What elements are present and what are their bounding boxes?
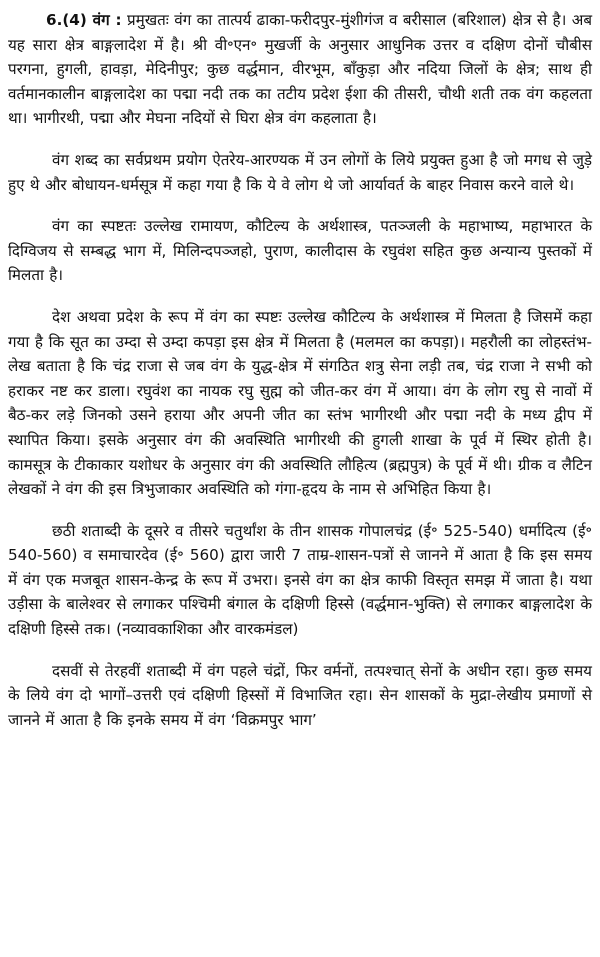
section-title: वंग : <box>92 11 122 29</box>
paragraph-2: वंग शब्द का सर्वप्रथम प्रयोग ऐतरेय-आरण्यक में उन लोगों के लिये प्रयुक्त हुआ है जो मगध से जुड़े हुए थे और बोधायन-धर्मसूत्र में कहा गया है कि ये वे लोग थे जो आर्यावर्त के बाहर निवास करने वाले थे। <box>8 150 592 194</box>
section-heading <box>46 11 122 29</box>
paragraph-1 <box>8 8 592 131</box>
paragraph-3: वंग का स्पष्टतः उल्लेख रामायण, कौटिल्य के अर्थशास्त्र, पतञ्जली के महाभाष्य, महाभारत के दिग्विजय से सम्बद्ध भाग में, मिलिन्दपञ्जहो, पुराण, कालीदास के रघुवंश सहित कुछ अन्यान्य पुस्तकों में मिलता है। <box>8 217 592 285</box>
paragraph-1-text: प्रमुखतः वंग का तात्पर्य ढाका-फरीदपुर-मुंशीगंज व बरीसाल (बरिशाल) क्षेत्र से है। अब यह सारा क्षेत्र बाङ्गलादेश में है। श्री वी॰एन॰ मुखर्जी के अनुसार आधुनिक उत्तर व दक्षिण दोनों चौबीस परगना, हुगली, हावड़ा, मेदिनीपुर; कुछ वर्द्धमान, वीरभूम, बाँकुड़ा और नदिया जिलों के क्षेत्र; साथ ही वर्तमानकालीन बाङ्गलादेश का पद्मा नदी तक का तटीय प्रदेश ईशा की तीसरी, चौथी शती तक वंग कहलता था। भागीरथी, पद्मा और मेघना नदियों से घिरा क्षेत्र वंग कहलाता है। <box>8 11 593 128</box>
paragraph-6: दसवीं से तेरहवीं शताब्दी में वंग पहले चंद्रों, फिर वर्मनों, तत्पश्चात् सेनों के अधीन रहा। कुछ समय के लिये वंग दो भागों–उत्तरी एवं दक्षिणी हिस्सों में विभाजित रहा। सेन शासकों के मुद्रा-लेखीय प्रमाणों से जानने में आता है कि इनके समय में वंग ‘विक्रमपुर भाग’ <box>8 661 592 729</box>
section-number: 6.(4) <box>46 11 87 29</box>
paragraph-5: छठी शताब्दी के दूसरे व तीसरे चतुर्थांश के तीन शासक गोपालचंद्र (ई॰ 525-540) धर्मादित्य (ई॰ 540-560) व समाचारदेव (ई॰ 560) द्वारा जारी 7 ताम्र-शासन-पत्रों से जानने में आता है कि इस समय में वंग एक मजबूत शासन-केन्द्र के रूप में उभरा। इनसे वंग का क्षेत्र काफी विस्तृत समझ में जाता है। यथा उड़ीसा के बालेश्वर से लगाकर पश्चिमी बंगाल के दक्षिणी हिस्से (वर्द्धमान-भुक्ति) से लगाकर बाङ्गलादेश के दक्षिणी हिस्से तक। (नव्यावकाशिका और वारकमंडल) <box>8 521 592 639</box>
paragraph-4: देश अथवा प्रदेश के रूप में वंग का स्पष्टः उल्लेख कौटिल्य के अर्थशास्त्र में मिलता है जिसमें कहा गया है कि सूत का उम्दा से उम्दा कपड़ा इस क्षेत्र में मिलता है (मलमल का कपड़ा)। महरौली का लोहस्तंभ-लेख बताता है कि चंद्र राजा से जब वंग के युद्ध-क्षेत्र में संगठित शत्रु सेना लड़ी तब, चंद्र राजा ने सभी को हराकर नष्ट कर डाला। रघुवंश का नायक रघु सुह्म को जीत-कर वंग में आया। वंग के लोग रघु से नावों में बैठ-कर लड़े जिनको उसने हराया और अपनी जीत का स्तंभ भागीरथी और पद्मा नदी के मध्य द्वीप में स्थापित किया। इसके अनुसार वंग की अवस्थिति भागीरथी की हुगली शाखा के पूर्व में स्थिर होती है। कामसूत्र के टीकाकार यशोधर के अनुसार वंग की अवस्थिति लौहित्य (ब्रह्मपुत्र) के पूर्व में थी। ग्रीक व लैटिन लेखकों ने वंग की इस त्रिभुजाकार अवस्थिति को गंगा-हृदय के नाम से अभिहित किया है। <box>8 307 592 499</box>
